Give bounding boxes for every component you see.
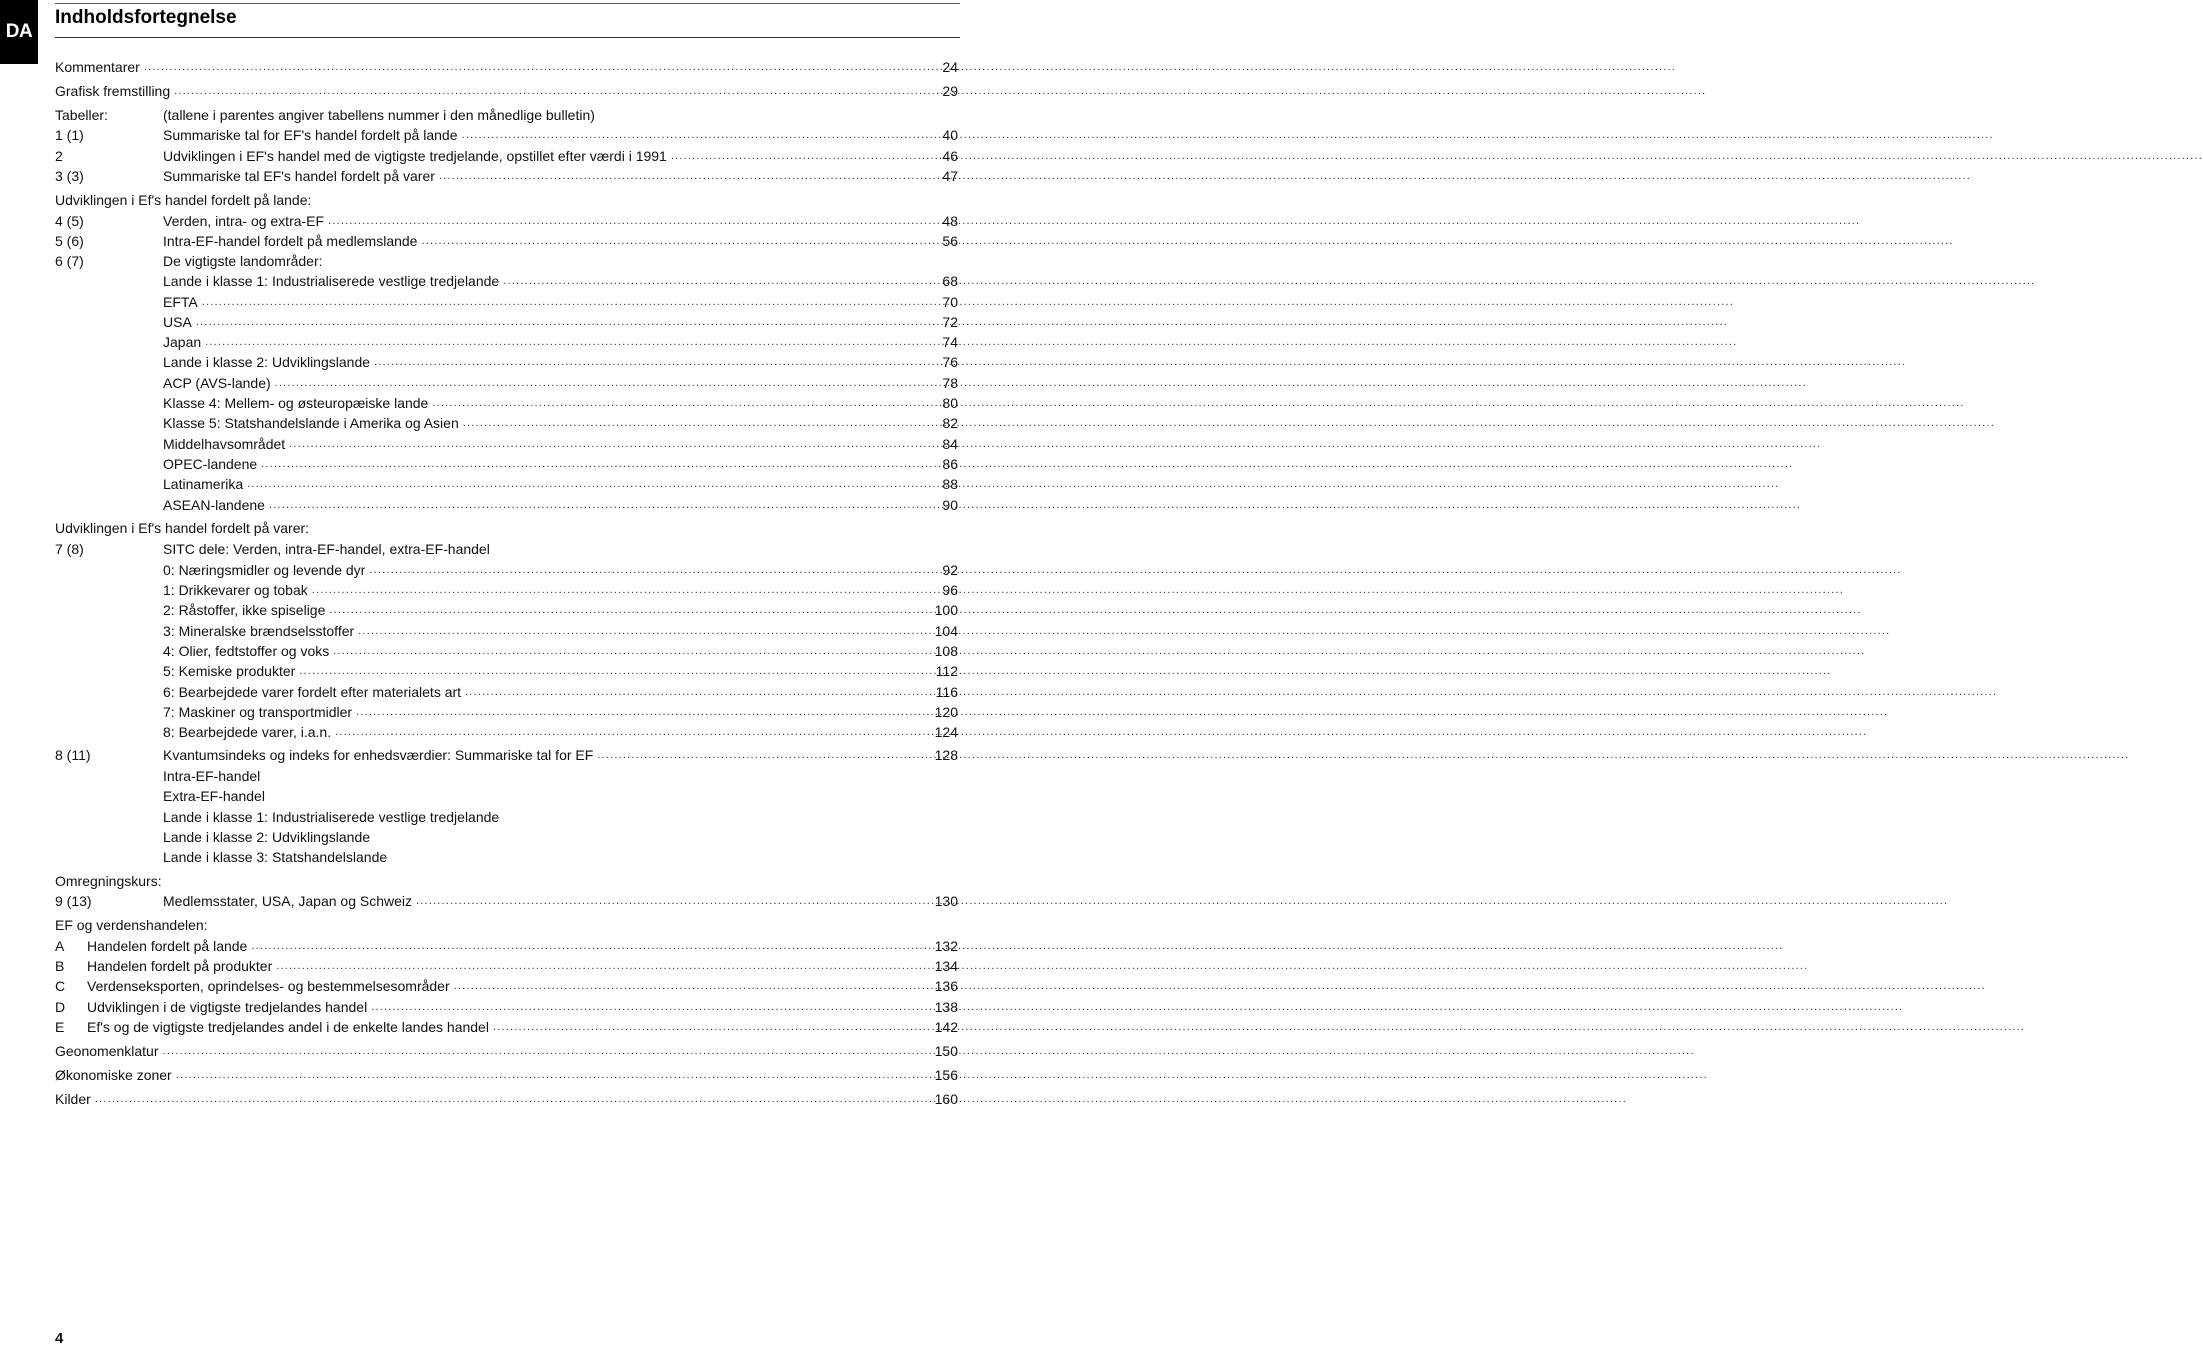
toc-entry[interactable] [55,452,958,472]
toc-entry-label: Verdenseksporten, oprindelses- og bestemmelsesområder [87,978,450,994]
toc-entry-number: 5 (6) [55,233,84,249]
toc-entry-page: 124 [934,724,958,740]
dot-leader [493,1019,895,1035]
toc-entry[interactable] [55,720,958,740]
toc-entry[interactable] [55,123,958,143]
toc-entry-page: 70 [942,294,958,310]
toc-entry-label: OPEC-landene [163,456,258,472]
toc-entry-page: 56 [942,233,958,249]
toc-entry-label: 8: Bearbejdede varer, i.a.n. [163,724,332,740]
dot-leader [335,724,895,740]
toc-entry[interactable] [55,493,958,513]
toc-entry-label: Summariske tal EF's handel fordelt på varer [163,168,435,184]
toc-entry[interactable] [55,1063,958,1083]
toc-entry-label: Udviklingen i de vigtigste tredjelandes handel [87,999,368,1015]
toc-entry-label: Handelen fordelt på produkter [87,958,273,974]
toc-entry[interactable] [55,79,958,99]
dot-leader [275,375,896,391]
toc-entry-label: Kilder [55,1091,91,1107]
dot-leader [432,395,896,411]
toc-entry-label: Udviklingen i EF's handel med de vigtigste tredjelande, opstillet efter værdi i 1991 [163,148,667,164]
toc-entry-label: Klasse 4: Mellem- og østeuropæiske lande [163,395,429,411]
toc-entry[interactable] [55,889,958,909]
toc-entry[interactable] [55,472,958,492]
toc-entry-number: 6 (7) [55,253,84,269]
toc-entry[interactable] [55,680,958,700]
dot-leader [202,294,896,310]
toc-entry[interactable] [55,350,958,370]
toc-entry-label: Kvantumsindeks og indeks for enhedsværdier: Summariske tal for EF [163,747,594,763]
toc-entry-label: Omregningskurs: [55,873,162,889]
toc-entry-number: A [55,938,65,954]
dot-leader [299,663,895,679]
toc-entry-label: Extra-EF-handel [163,788,265,804]
toc-entry-label: 1: Drikkevarer og tobak [163,582,308,598]
dot-leader [358,623,894,639]
toc-entry-page: 48 [942,213,958,229]
toc-entry[interactable] [55,974,958,994]
toc-entry-page: 134 [934,958,958,974]
toc-entry-number: B [55,958,65,974]
toc-entry[interactable] [55,578,958,598]
toc-entry-label: EFTA [163,294,198,310]
toc-entry-label: Intra-EF-handel [163,768,261,784]
toc-entry-page: 84 [942,436,958,452]
toc-entry[interactable] [55,1087,958,1107]
toc-entry-page: 76 [942,354,958,370]
toc-entry-page: 112 [935,663,958,679]
dot-leader [328,213,896,229]
toc-entry[interactable] [55,1015,958,1035]
toc-entry-label: (tallene i parentes angiver tabellens nummer i den månedlige bulletin) [163,107,595,123]
toc-entry[interactable] [55,330,958,350]
toc-entry-number: E [55,1019,65,1035]
dot-leader [261,456,896,472]
toc-entry-label: Grafisk fremstilling [55,83,171,99]
toc-entry-page: 160 [934,1091,958,1107]
toc-entry-page: 150 [934,1043,958,1059]
toc-entry[interactable] [55,371,958,391]
toc-entry-page: 100 [934,602,958,618]
dot-leader [439,168,896,184]
toc-entry-page: 72 [942,314,958,330]
dot-leader [421,233,896,249]
toc-entry-page: 116 [935,684,958,700]
dot-leader [503,273,896,289]
toc-entry-page: 82 [942,415,958,431]
toc-entry[interactable] [55,913,958,933]
toc-entry-page: 86 [942,456,958,472]
toc-entry-label: Middelhavsområdet [163,436,286,452]
toc-entry[interactable] [55,144,958,164]
toc-entry-label: EF og verdenshandelen: [55,917,208,933]
dot-leader [247,476,896,492]
toc-entry-label: Japan [163,334,202,350]
toc-entry-page: 80 [942,395,958,411]
toc-entry-page: 47 [942,168,958,184]
toc-entry-label: ACP (AVS-lande) [163,375,271,391]
toc-entry[interactable] [55,229,958,249]
toc-entry[interactable] [55,845,958,865]
toc-entry[interactable] [55,55,958,75]
toc-entry-page: 78 [942,375,958,391]
toc-entry-number: 7 (8) [55,541,84,557]
dot-leader [205,334,896,350]
toc-entry-label: Klasse 5: Statshandelslande i Amerika og Asien [163,415,459,431]
toc-entry[interactable] [55,954,958,974]
toc-entry[interactable] [55,310,958,330]
toc-entry-label: Intra-EF-handel fordelt på medlemslande [163,233,418,249]
dot-leader [371,999,894,1015]
toc-entry[interactable] [55,537,958,557]
toc-entry-label: 4: Olier, fedtstoffer og voks [163,643,330,659]
toc-entry-number: 8 (11) [55,747,91,763]
dot-leader [276,958,894,974]
toc-entry-label: Lande i klasse 1: Industrialiserede vestlige tredjelande [163,809,500,825]
dot-leader [163,1043,895,1059]
toc-entry-label: De vigtigste landområder: [163,253,323,269]
toc-entry-page: 24 [942,59,958,75]
toc-entry-page: 104 [934,623,958,639]
dot-leader [465,684,896,700]
dot-leader [312,582,896,598]
toc-entry[interactable] [55,290,958,310]
page-number: 4 [55,1330,64,1347]
toc-entry[interactable] [55,209,958,229]
toc-entry-label: Verden, intra- og extra-EF [163,213,325,229]
toc-entry-number: 3 (3) [55,168,84,184]
toc-entry[interactable] [55,391,958,411]
toc-entry-page: 138 [934,999,958,1015]
toc-entry[interactable] [55,558,958,578]
toc-entry[interactable] [55,619,958,639]
toc-entry[interactable] [55,1039,958,1059]
toc-entry[interactable] [55,784,958,804]
toc-entry-page: 128 [934,747,958,763]
toc-entry-label: 0: Næringsmidler og levende dyr [163,562,366,578]
toc-entry-label: Geonomenklatur [55,1043,159,1059]
toc-entry-page: 68 [942,273,958,289]
dot-leader [463,415,896,431]
page-title: Indholdsfortegnelse [55,7,237,28]
toc-entry[interactable] [55,700,958,720]
toc-entry[interactable] [55,934,958,954]
toc-entry-page: 46 [942,148,958,164]
toc-entry[interactable] [55,103,958,123]
toc-entry-page: 142 [934,1019,958,1035]
toc-entry[interactable] [55,995,958,1015]
toc-entry[interactable] [55,269,958,289]
dot-leader [416,893,895,909]
toc-entry[interactable] [55,249,958,269]
toc-entry-label: 3: Mineralske brændselsstoffer [163,623,355,639]
toc-entry-label: Medlemsstater, USA, Japan og Schweiz [163,893,413,909]
dot-leader [95,1091,895,1107]
toc-entry-page: 92 [942,562,958,578]
toc-entry[interactable] [55,743,958,763]
toc-entry-page: 108 [934,643,958,659]
toc-entry-page: 74 [942,334,958,350]
dot-leader [174,83,896,99]
toc-entry-label: USA [163,314,192,330]
toc-entry-number: D [55,999,66,1015]
dot-leader [333,643,894,659]
title-rule [55,37,960,38]
toc-entry[interactable] [55,805,958,825]
toc-entry[interactable] [55,639,958,659]
dot-leader [454,978,895,994]
toc-entry-label: Udviklingen i Ef's handel fordelt på lande: [55,192,312,208]
toc-entry-number: C [55,978,66,994]
toc-entry-label: Økonomiske zoner [55,1067,172,1083]
toc-entry-label: Handelen fordelt på lande [87,938,248,954]
dot-leader [329,602,894,618]
top-rule [55,3,960,4]
toc-entry-number: 2 [55,148,63,164]
toc-entry[interactable] [55,516,958,536]
toc-entry-label: Kommentarer [55,59,140,75]
toc-entry-number: 9 (13) [55,893,92,909]
toc-entry-label: Lande i klasse 1: Industrialiserede vestlige tredjelande [163,273,500,289]
toc-entry-page: 40 [942,127,958,143]
toc-entry-label: 5: Kemiske produkter [163,663,296,679]
toc-entry-label: 7: Maskiner og transportmidler [163,704,353,720]
dot-leader [144,59,896,75]
toc-entry[interactable] [55,764,958,784]
toc-entry-label: Ef's og de vigtigste tredjelandes andel i de enkelte landes handel [87,1019,489,1035]
toc-entry-label: 6: Bearbejdede varer fordelt efter materialets art [163,684,462,700]
dot-leader [671,148,896,164]
toc-entry-label: SITC dele: Verden, intra-EF-handel, extra-EF-handel [163,541,490,557]
toc-entry-page: 132 [934,938,958,954]
dot-leader [356,704,895,720]
toc-entry-page: 29 [942,83,958,99]
dot-leader [597,747,894,763]
toc-entry-label: 2: Råstoffer, ikke spiselige [163,602,326,618]
dot-leader [374,354,896,370]
toc-entry-page: 136 [934,978,958,994]
dot-leader [462,127,897,143]
dot-leader [176,1067,895,1083]
toc-entry[interactable] [55,432,958,452]
language-tab [0,0,38,64]
toc-entry-number: 1 (1) [55,127,84,143]
toc-entry-number: Tabeller: [55,107,108,123]
toc-entry-page: 90 [942,497,958,513]
toc-entry[interactable] [55,598,958,618]
toc-entry-label: Lande i klasse 2: Udviklingslande [163,354,371,370]
toc-entry-label: Udviklingen i Ef's handel fordelt på varer: [55,520,310,536]
dot-leader [289,436,896,452]
toc-entry[interactable] [55,869,958,889]
toc-entry-page: 120 [934,704,958,720]
toc-entry-page: 96 [942,582,958,598]
toc-entry-label: Latinamerika [163,476,244,492]
toc-entry[interactable] [55,411,958,431]
toc-entry[interactable] [55,825,958,845]
toc-entry[interactable] [55,164,958,184]
dot-leader [369,562,896,578]
dot-leader [251,938,894,954]
toc-entry-label: Lande i klasse 3: Statshandelslande [163,849,388,865]
toc-entry-label: Lande i klasse 2: Udviklingslande [163,829,371,845]
language-code: DA [5,21,33,42]
toc-entry-label: Summariske tal for EF's handel fordelt på lande [163,127,458,143]
dot-leader [196,314,896,330]
toc-entry-label: ASEAN-landene [163,497,265,513]
toc-entry-page: 156 [934,1067,958,1083]
toc-entry[interactable] [55,659,958,679]
toc-entry[interactable] [55,188,958,208]
toc-entry-page: 130 [934,893,958,909]
dot-leader [269,497,896,513]
toc-entry-number: 4 (5) [55,213,84,229]
toc-entry-page: 88 [942,476,958,492]
